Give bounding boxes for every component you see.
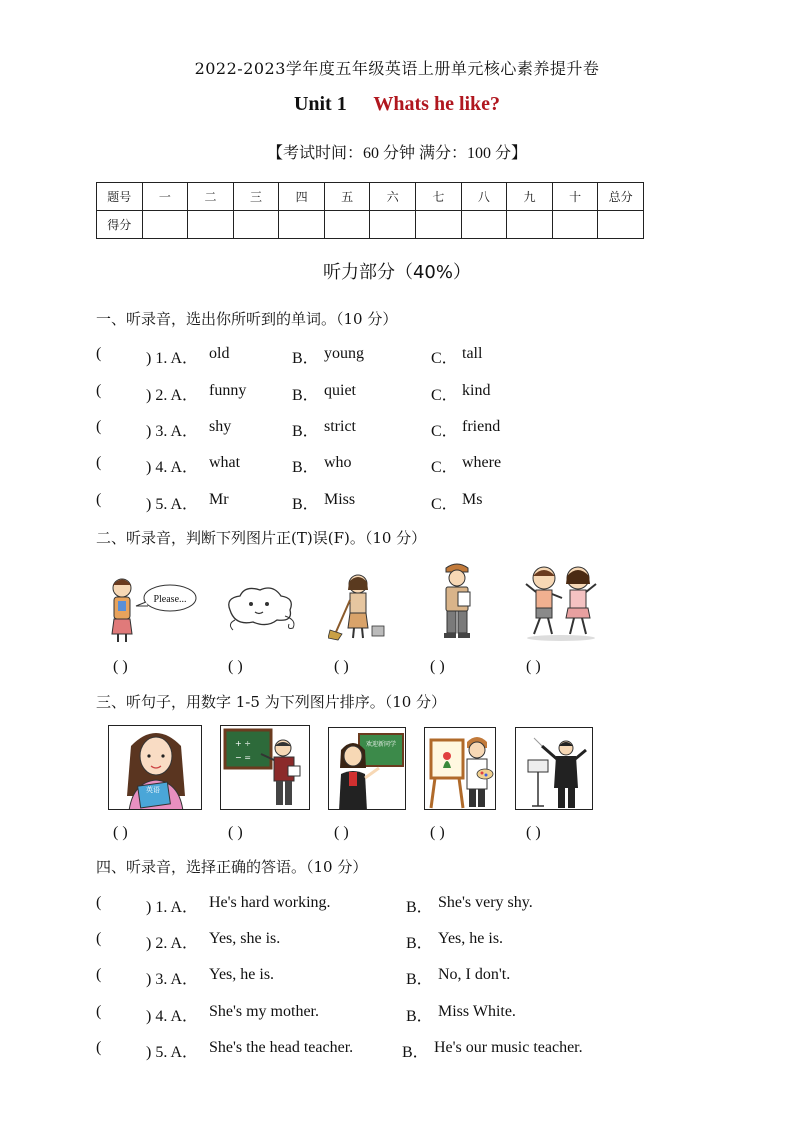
score-input-cell[interactable] <box>188 211 234 239</box>
option-b: Yes, he is. <box>438 930 504 947</box>
score-input-cell[interactable] <box>507 211 553 239</box>
option-c-label: C． <box>431 496 458 513</box>
unit-number: Unit 1 <box>293 93 347 115</box>
option-a: Yes, he is. <box>209 966 275 983</box>
option-b-label: B． <box>292 496 319 513</box>
art-teacher-image <box>425 728 496 810</box>
option-a: She's the head teacher. <box>209 1039 354 1056</box>
score-input-cell[interactable] <box>598 211 644 239</box>
answer-paren[interactable]: ( ) <box>334 658 349 675</box>
music-teacher-picture <box>515 727 593 810</box>
answer-paren[interactable]: ( ) <box>228 658 243 675</box>
answer-paren[interactable]: ( ) <box>334 824 349 841</box>
math-teacher-image <box>221 726 310 810</box>
score-table-score-row <box>97 211 644 239</box>
option-c: Ms <box>462 491 483 508</box>
part4-title: 四、听录音，选择正确的答语。（10 分） <box>96 858 368 876</box>
score-cell: 六 <box>370 183 416 211</box>
music-teacher-image <box>516 728 593 810</box>
book-label: 英语 <box>146 786 160 794</box>
option-b: strict <box>324 418 356 435</box>
answer-paren[interactable]: ( <box>96 930 102 947</box>
answer-paren[interactable]: ( <box>96 966 102 983</box>
answer-paren[interactable]: ( <box>96 894 102 911</box>
option-c-label: C． <box>431 423 458 440</box>
score-cell: 十 <box>552 183 598 211</box>
question-number: ) 1. A． <box>146 350 199 367</box>
answer-paren[interactable]: ( <box>96 418 102 435</box>
score-row-label: 得分 <box>97 211 143 239</box>
option-a: She's my mother. <box>209 1003 319 1020</box>
svg-text:+ ÷: + ÷ <box>235 739 251 748</box>
answer-paren[interactable]: ( ) <box>430 824 445 841</box>
option-c: where <box>462 454 502 471</box>
answer-paren[interactable]: ( ) <box>113 658 128 675</box>
part3-title: 三、听句子，用数字 1-5 为下列图片排序。（10 分） <box>96 693 447 711</box>
option-c-label: C． <box>431 387 458 404</box>
question-number: ) 4. A． <box>146 1008 199 1025</box>
wind-cloud-image <box>215 580 305 635</box>
unit-title <box>0 93 794 116</box>
score-input-cell[interactable] <box>279 211 325 239</box>
option-b: He's our music teacher. <box>434 1039 583 1056</box>
score-input-cell[interactable] <box>142 211 188 239</box>
teacher-with-book-image <box>109 726 202 810</box>
unit-name: Whats he like? <box>373 93 501 115</box>
score-table <box>96 182 644 239</box>
option-a: old <box>209 345 230 362</box>
answer-paren[interactable]: ( <box>96 1039 102 1056</box>
option-b-label: B． <box>406 899 433 916</box>
score-cell: 题号 <box>97 183 143 211</box>
score-cell: 七 <box>416 183 462 211</box>
math-teacher-picture <box>220 725 310 810</box>
option-b-label: B． <box>292 350 319 367</box>
question-number: ) 2. A． <box>146 387 199 404</box>
option-c: friend <box>462 418 501 435</box>
exam-info: 【考试时间：60 分钟 满分：100 分】 <box>266 145 527 162</box>
option-b-label: B． <box>402 1044 429 1061</box>
score-cell: 九 <box>507 183 553 211</box>
option-a: He's hard working. <box>209 894 331 911</box>
option-b-label: B． <box>406 1008 433 1025</box>
option-b: quiet <box>324 382 356 399</box>
score-input-cell[interactable] <box>233 211 279 239</box>
part2-title: 二、听录音，判断下列图片正(T)误(F)。（10 分） <box>96 529 427 547</box>
answer-paren[interactable]: ( <box>96 1003 102 1020</box>
option-b-label: B． <box>406 971 433 988</box>
option-b: Miss White. <box>438 1003 516 1020</box>
answer-paren[interactable]: ( <box>96 345 102 362</box>
answer-paren[interactable]: ( <box>96 454 102 471</box>
answer-paren[interactable]: ( <box>96 382 102 399</box>
score-input-cell[interactable] <box>552 211 598 239</box>
polite-girl-image <box>100 568 200 648</box>
score-table-header-row <box>97 183 644 211</box>
sweeping-girl-image <box>328 570 388 642</box>
question-number: ) 5. A． <box>146 496 199 513</box>
answer-paren[interactable]: ( <box>96 491 102 508</box>
teacher-with-book-picture <box>108 725 202 810</box>
question-number: ) 3. A． <box>146 971 199 988</box>
answer-paren[interactable]: ( ) <box>113 824 128 841</box>
exam-title: 2022-2023学年度五年级英语上册单元核心素养提升卷 <box>194 59 600 78</box>
option-c-label: C． <box>431 350 458 367</box>
score-cell: 二 <box>188 183 234 211</box>
option-b: She's very shy. <box>438 894 533 911</box>
boy-with-book-image <box>432 560 482 642</box>
answer-paren[interactable]: ( ) <box>430 658 445 675</box>
svg-text:− =: − = <box>235 753 251 762</box>
part1-title: 一、听录音，选出你所听到的单词。（10 分） <box>96 310 398 328</box>
option-b: Miss <box>324 491 356 508</box>
score-input-cell[interactable] <box>461 211 507 239</box>
question-number: ) 1. A． <box>146 899 199 916</box>
answer-paren[interactable]: ( ) <box>228 824 243 841</box>
headteacher-picture <box>328 727 406 810</box>
option-b-label: B． <box>292 387 319 404</box>
option-c: tall <box>462 345 483 362</box>
listening-section-heading: 听力部分（40%） <box>322 262 471 283</box>
score-cell: 五 <box>324 183 370 211</box>
question-number: ) 2. A． <box>146 935 199 952</box>
option-a: Mr <box>209 491 229 508</box>
answer-paren[interactable]: ( ) <box>526 824 541 841</box>
score-cell: 总分 <box>598 183 644 211</box>
question-number: ) 3. A． <box>146 423 199 440</box>
question-number: ) 5. A． <box>146 1044 199 1061</box>
option-b-label: B． <box>406 935 433 952</box>
option-a: funny <box>209 382 247 399</box>
speech-bubble-text: Please... <box>153 594 187 605</box>
score-cell: 一 <box>142 183 188 211</box>
art-teacher-picture <box>424 727 496 810</box>
option-a: shy <box>209 418 232 435</box>
option-c-label: C． <box>431 459 458 476</box>
option-b-label: B． <box>292 423 319 440</box>
score-cell: 八 <box>461 183 507 211</box>
score-input-cell[interactable] <box>416 211 462 239</box>
option-b: who <box>324 454 352 471</box>
option-c: kind <box>462 382 491 399</box>
option-a: what <box>209 454 241 471</box>
score-cell: 四 <box>279 183 325 211</box>
score-cell: 三 <box>233 183 279 211</box>
dancing-kids-image <box>522 562 600 642</box>
option-b: young <box>324 345 364 362</box>
score-input-cell[interactable] <box>324 211 370 239</box>
option-b: No, I don't. <box>438 966 511 983</box>
headteacher-image <box>329 728 406 810</box>
question-number: ) 4. A． <box>146 459 199 476</box>
option-b-label: B． <box>292 459 319 476</box>
answer-paren[interactable]: ( ) <box>526 658 541 675</box>
option-a: Yes, she is. <box>209 930 281 947</box>
board-label: 欢迎新同学 <box>365 741 397 748</box>
score-input-cell[interactable] <box>370 211 416 239</box>
